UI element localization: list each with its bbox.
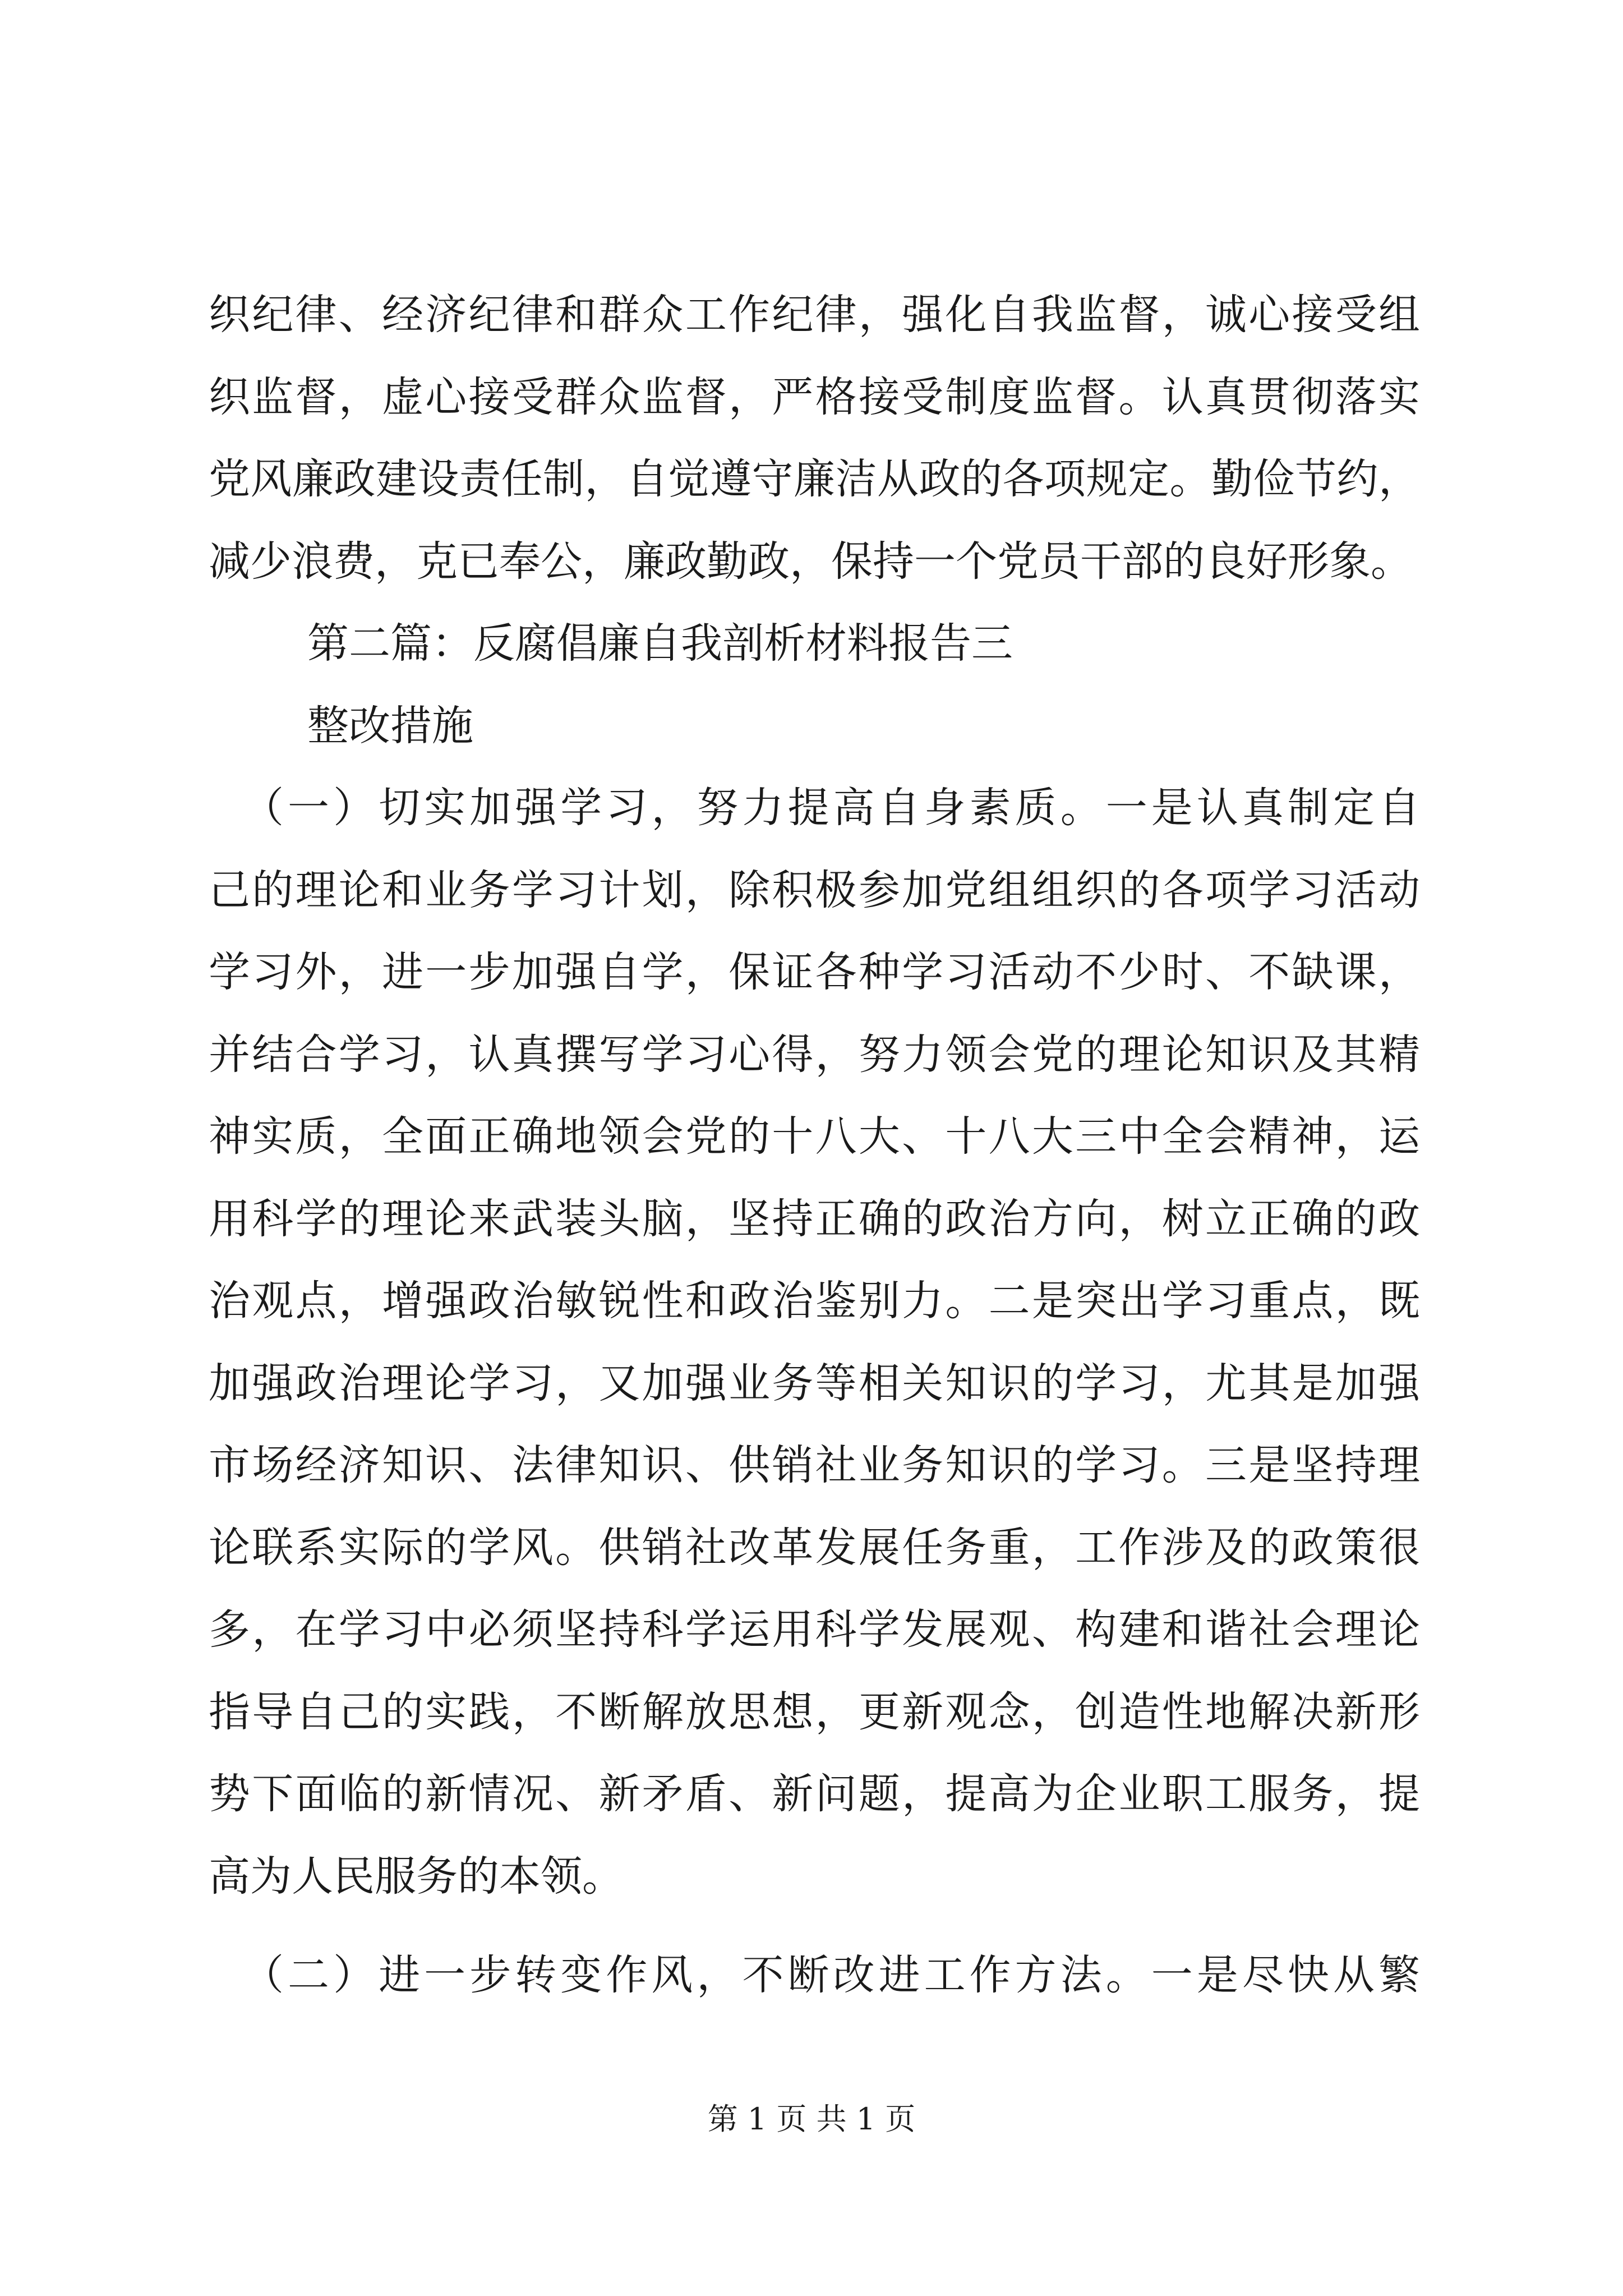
text-line: 己的理论和业务学习计划，除积极参加党组组织的各项学习活动 [209, 866, 1420, 914]
paragraph-continuation [209, 274, 1420, 602]
text-line: 势下面临的新情况、新矛盾、新问题，提高为企业职工服务，提 [209, 1770, 1420, 1818]
text-line: 织监督，虚心接受群众监督，严格接受制度监督。认真贯彻落实 [209, 372, 1420, 421]
text-line: 多，在学习中必须坚持科学运用科学发展观、构建和谐社会理论 [209, 1605, 1420, 1654]
text-line: 织纪律、经济纪律和群众工作纪律，强化自我监督，诚心接受组 [209, 291, 1420, 339]
text-line: 高为人民服务的本领。 [209, 1852, 624, 1901]
text-line: （一）切实加强学习，努力提高自身素质。一是认真制定自 [242, 784, 1420, 832]
paragraph-work-style [209, 1934, 1420, 2017]
text-line: （二）进一步转变作风，不断改进工作方法。一是尽快从繁 [242, 1951, 1420, 1999]
text-line: 神实质，全面正确地领会党的十八大、十八大三中全会精神，运 [209, 1112, 1420, 1161]
text-line: 用科学的理论来武装头脑，坚持正确的政治方向，树立正确的政 [209, 1194, 1420, 1243]
text-line: 论联系实际的学风。供销社改革发展任务重，工作涉及的政策很 [209, 1523, 1420, 1572]
text-line: 党风廉政建设责任制，自觉遵守廉洁从政的各项规定。勤俭节约， [209, 455, 1420, 503]
page-number-footer: 第 1 页 共 1 页 [707, 2101, 916, 2137]
subsection-heading: 整改措施 [307, 701, 473, 750]
section-heading: 第二篇：反腐倡廉自我剖析材料报告三 [307, 619, 1013, 668]
text-line: 学习外，进一步加强自学，保证各种学习活动不少时、不缺课， [209, 948, 1420, 996]
text-line: 治观点，增强政治敏锐性和政治鉴别力。二是突出学习重点，既 [209, 1277, 1420, 1325]
paragraph-study [209, 767, 1420, 1917]
text-line: 指导自己的实践，不断解放思想，更新观念，创造性地解决新形 [209, 1687, 1420, 1736]
text-line: 市场经济知识、法律知识、供销社业务知识的学习。三是坚持理 [209, 1441, 1420, 1489]
text-line: 并结合学习，认真撰写学习心得，努力领会党的理论知识及其精 [209, 1030, 1420, 1079]
text-line: 加强政治理论学习，又加强业务等相关知识的学习，尤其是加强 [209, 1359, 1420, 1407]
document-body [209, 274, 1420, 2017]
text-line: 减少浪费，克已奉公，廉政勤政，保持一个党员干部的良好形象。 [209, 537, 1412, 586]
